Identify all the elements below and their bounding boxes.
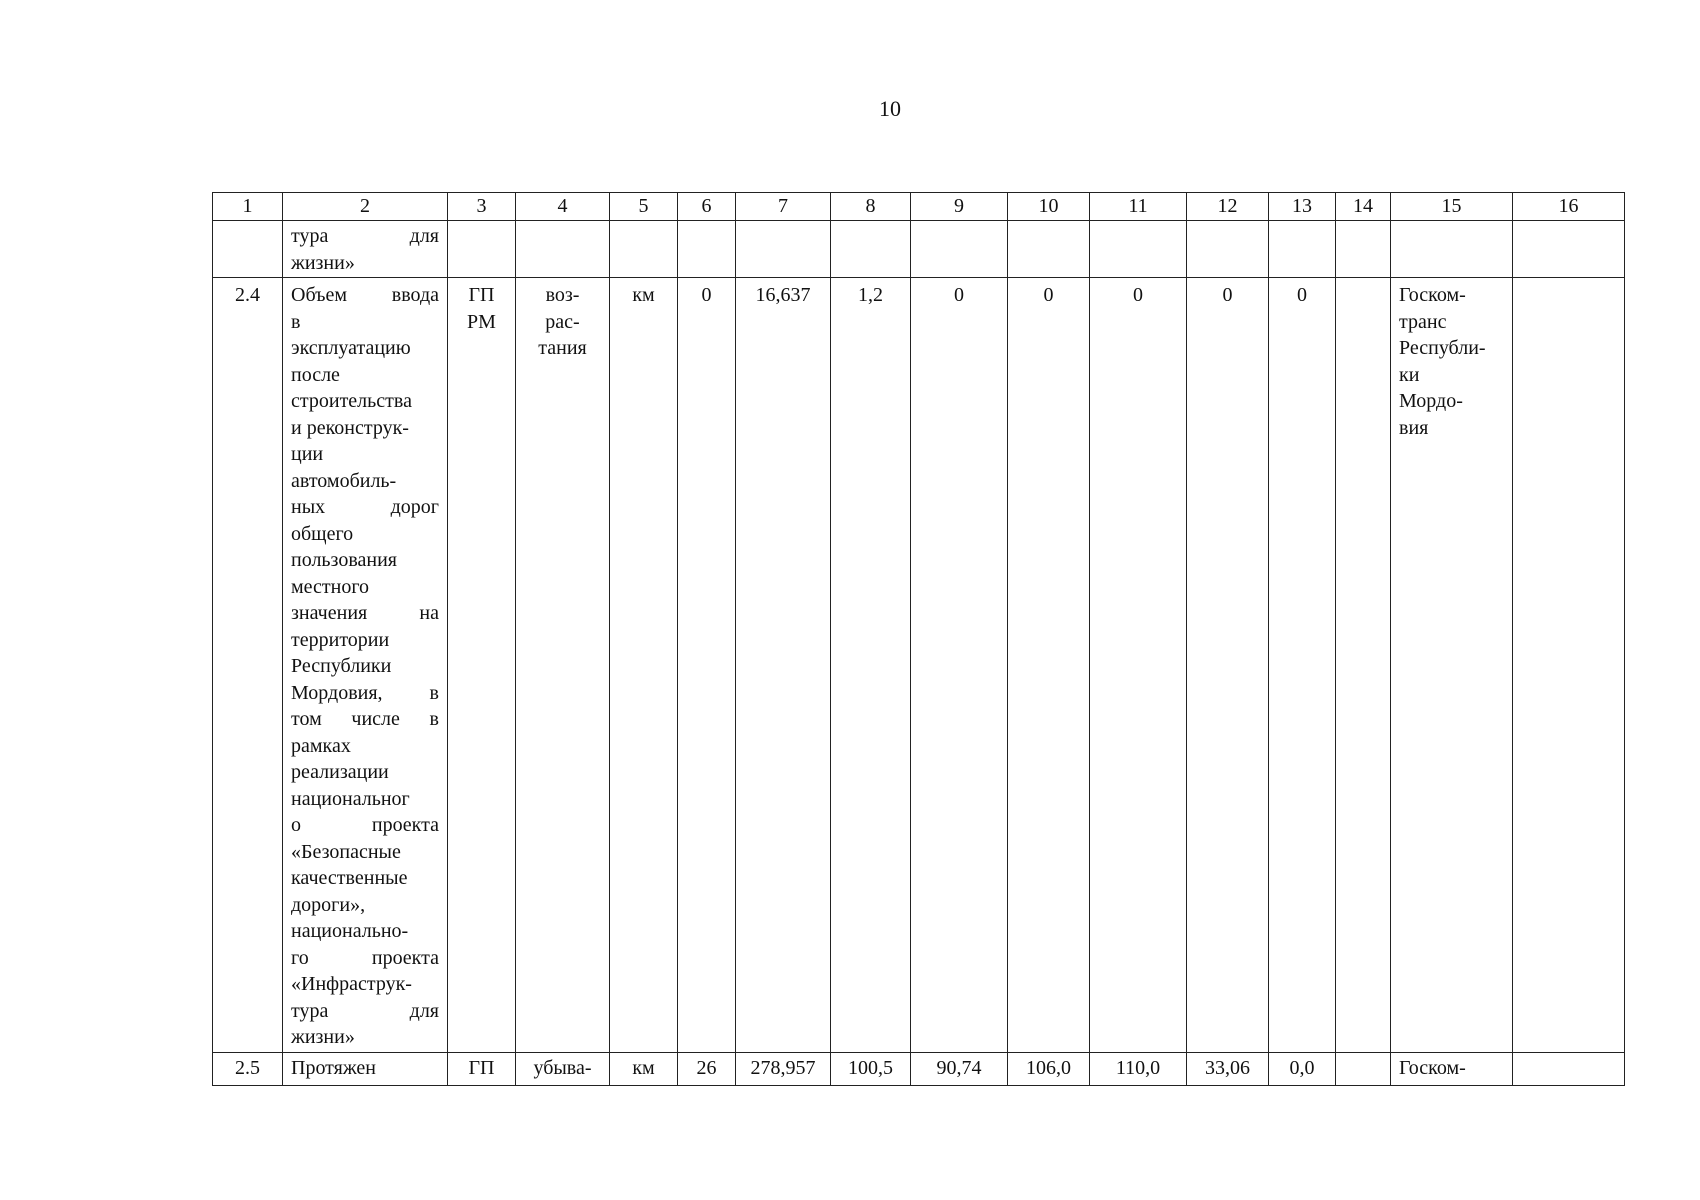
indicator-name-cell [283,221,448,278]
text-line: ГП [468,284,495,306]
text-line: Госком- [1399,284,1466,306]
text-word: жизни» [291,251,355,274]
text-word: ции [291,443,324,465]
text-word: «Инфраструк- [291,973,412,995]
header-cell: 11 [1090,193,1187,221]
text-line [291,521,439,548]
text-line: Мордо- [1399,390,1463,412]
table-cell [831,221,911,278]
text-word: на [419,602,439,624]
text-word: дорог [390,496,439,518]
text-line [291,786,439,813]
text-line [291,309,439,336]
header-cell: 14 [1336,193,1391,221]
text-word: и реконструк- [291,416,409,439]
value-cell: 0 [1008,278,1090,1053]
header-cell: 7 [736,193,831,221]
value-cell: 0 [1090,278,1187,1053]
text-word: значения [291,602,368,624]
value-cell: 100,5 [831,1053,911,1086]
value-cell: 26 [678,1053,736,1086]
text-line [291,600,439,627]
row-id-cell: 2.5 [213,1053,283,1086]
text-line [291,865,439,892]
text-line [291,918,439,945]
text-line [291,971,439,998]
text-word: местного [291,575,370,598]
program-cell [448,278,516,1053]
text-word: том [291,708,322,730]
trend-cell [516,278,610,1053]
value-cell [1336,278,1391,1053]
text-line [291,441,439,468]
text-word: национально- [291,920,409,942]
table-cell [1269,221,1336,278]
text-word: реализации [291,761,389,783]
table-cell [1187,221,1269,278]
value-cell: 106,0 [1008,1053,1090,1086]
text-line [291,335,439,362]
text-line: воз- [545,284,580,306]
text-line [291,706,439,733]
table-cell [1336,221,1391,278]
text-line [291,223,439,250]
page-number: 10 [879,96,901,121]
table-row-continuation [213,221,1625,278]
value-cell: 110,0 [1090,1053,1187,1086]
header-cell: 15 [1391,193,1513,221]
text-word: о [291,814,301,836]
text-line [291,468,439,495]
text-word: автомобиль- [291,469,397,492]
header-cell: 12 [1187,193,1269,221]
text-word: в [291,310,301,333]
text-word: Мордовия, [291,681,383,704]
text-line: Республи- [1399,337,1486,359]
text-line [291,415,439,442]
table-row-2-5 [213,1053,1625,1086]
table-cell [678,221,736,278]
header-cell: 6 [678,193,736,221]
text-line: вия [1399,416,1429,439]
table-cell [1513,1053,1625,1086]
value-cell: 90,74 [911,1053,1008,1086]
table-cell [1090,221,1187,278]
table-cell [448,221,516,278]
value-cell: 33,06 [1187,1053,1269,1086]
value-cell: 0 [1269,278,1336,1053]
text-line [291,494,439,521]
header-cell: 3 [448,193,516,221]
text-line [291,627,439,654]
table-cell [1513,278,1625,1053]
text-word: в [429,708,439,730]
text-word: тура [291,225,329,247]
text-line [291,759,439,786]
text-word: территории [291,628,390,651]
header-cell: 5 [610,193,678,221]
text-line: тания [538,337,587,359]
value-cell: 278,957 [736,1053,831,1086]
text-line [291,250,439,277]
text-line [291,574,439,601]
text-word: го [291,946,309,969]
text-line [291,282,439,309]
text-line [291,653,439,680]
text-line [291,1024,439,1051]
value-cell: 0 [911,278,1008,1053]
text-word: проекта [371,946,439,969]
value-cell [1336,1053,1391,1086]
table-cell [1513,221,1625,278]
indicator-name-cell: Протяжен [283,1053,448,1086]
program-cell: ГП [448,1053,516,1086]
text-word: после [291,363,340,386]
text-word: дороги», [291,893,366,916]
text-line [291,388,439,415]
text-line [291,945,439,972]
text-line [291,812,439,839]
text-line [291,839,439,866]
text-word: проекта [371,814,439,836]
text-line [291,362,439,389]
text-word: эксплуатацию [291,337,411,359]
text-word: в [429,681,439,704]
header-cell: 9 [911,193,1008,221]
unit-cell: км [610,1053,678,1086]
table-header-row [213,193,1625,221]
table-cell [213,221,283,278]
text-word: качественные [291,867,408,889]
header-cell: 16 [1513,193,1625,221]
trend-cell: убыва- [516,1053,610,1086]
text-word: национальног [291,787,410,810]
header-cell: 2 [283,193,448,221]
table-row-2-4 [213,278,1625,1053]
text-word: «Безопасные [291,840,401,863]
text-word: рамках [291,734,351,757]
indicator-table [212,192,1625,1086]
text-word: жизни» [291,1026,355,1048]
header-cell: 13 [1269,193,1336,221]
header-cell: 10 [1008,193,1090,221]
value-cell: 0 [1187,278,1269,1053]
text-line: РМ [467,310,496,333]
table-cell [736,221,831,278]
text-line [291,998,439,1025]
indicator-name-cell [283,278,448,1053]
text-word: Республики [291,655,392,677]
table-cell [516,221,610,278]
value-cell: 16,637 [736,278,831,1053]
text-line: рас- [545,310,580,333]
responsible-cell [1391,278,1513,1053]
value-cell: 1,2 [831,278,911,1053]
table-cell [610,221,678,278]
text-line: ки [1399,363,1420,386]
text-word: пользования [291,549,397,571]
header-cell: 1 [213,193,283,221]
text-word: числе [351,708,400,730]
text-word: ввода [391,284,439,306]
text-word: тура [291,999,329,1022]
header-cell: 4 [516,193,610,221]
text-line [291,547,439,574]
table-cell [1008,221,1090,278]
unit-cell: км [610,278,678,1053]
value-cell: 0 [678,278,736,1053]
text-line [291,892,439,919]
table-cell [911,221,1008,278]
text-word: строительства [291,390,412,412]
value-cell: 0,0 [1269,1053,1336,1086]
text-line [291,733,439,760]
text-word: для [409,225,439,247]
text-word: для [409,999,439,1022]
text-line [291,680,439,707]
table-cell [1391,221,1513,278]
text-word: общего [291,522,354,545]
responsible-cell: Госком- [1391,1053,1513,1086]
header-cell: 8 [831,193,911,221]
text-line: транс [1399,310,1447,333]
text-word: ных [291,496,326,518]
text-word: Объем [291,284,347,306]
row-id-cell: 2.4 [213,278,283,1053]
